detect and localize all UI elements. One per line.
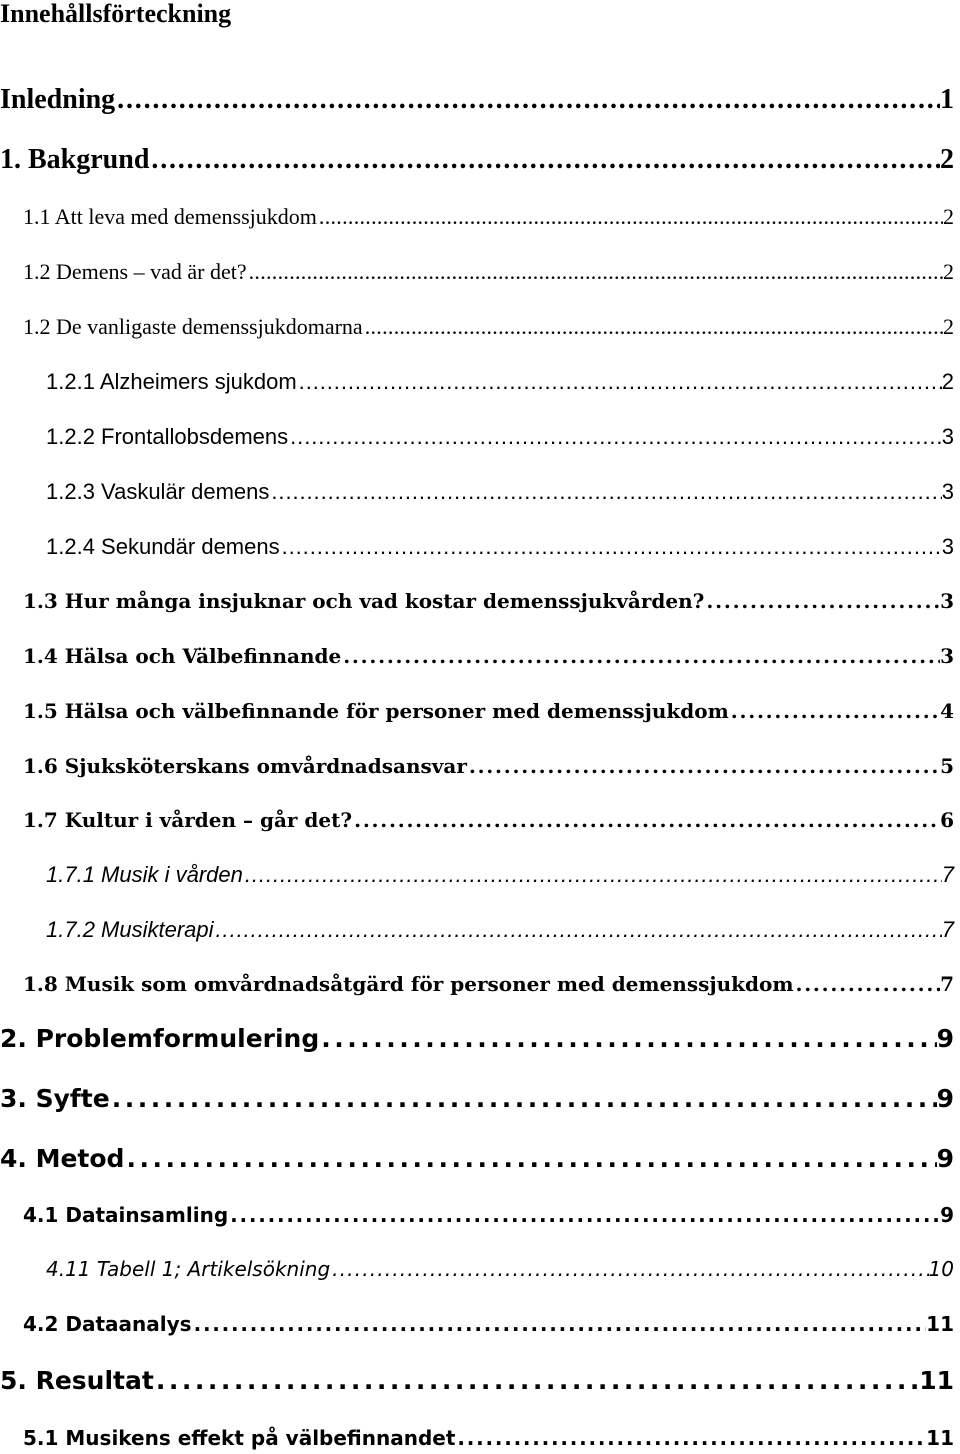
toc-entry-label: 1.2.4 Sekundär demens [46, 534, 280, 559]
dot-leader [793, 972, 940, 996]
dot-leader [243, 862, 942, 888]
toc-entry[interactable] [46, 862, 954, 888]
toc-entry-page: 2 [941, 369, 954, 394]
toc-entry-label: 4.1 Datainsamling [23, 1203, 229, 1227]
dot-leader [124, 1144, 936, 1173]
dot-leader [352, 808, 940, 832]
toc-entry-label: 1.2.3 Vaskulär demens [46, 479, 270, 504]
toc-entry-page: 3 [940, 589, 954, 613]
toc-entry-label: 1.7.2 Musikterapi [46, 917, 214, 942]
toc-entry[interactable] [23, 808, 954, 832]
toc-entry-label: 1.5 Hälsa och välbefinnande för personer med demenssjukdom [23, 699, 729, 723]
toc-entry-page: 2 [943, 204, 954, 229]
toc-entry-page: 2 [943, 259, 954, 284]
toc-entry-label: 1.2 De vanligaste demenssjukdomarna [23, 314, 363, 339]
toc-entry-page: 9 [936, 1024, 954, 1053]
dot-leader [729, 699, 940, 723]
toc-entry-page: 10 [928, 1257, 954, 1281]
toc-entry-page: 3 [941, 534, 954, 559]
dot-leader [154, 1366, 919, 1395]
toc-entry-page: 9 [936, 1144, 954, 1173]
toc-entry-label: 1.6 Sjuksköterskans omvårdnadsansvar [23, 754, 467, 778]
dot-leader [115, 84, 940, 116]
toc-entry[interactable] [23, 314, 954, 340]
toc-entry[interactable] [23, 259, 954, 285]
toc-entry[interactable] [0, 1366, 954, 1395]
toc-entry-page: 5 [940, 754, 954, 778]
toc-entry-page: 4 [940, 699, 954, 723]
toc-entry-label: 1.2.2 Frontallobsdemens [46, 424, 289, 449]
dot-leader [228, 1203, 940, 1227]
toc-entry[interactable] [23, 972, 954, 996]
toc-entry-label: 1.2 Demens – vad är det? [23, 259, 247, 284]
toc-entry-label: 4.11 Tabell 1; Artikelsökning [46, 1257, 331, 1281]
toc-entry[interactable] [46, 917, 954, 943]
toc-entry[interactable] [0, 144, 954, 176]
toc-entry-page: 9 [936, 1084, 954, 1113]
toc-entry[interactable] [23, 1203, 954, 1227]
toc-entry-page: 3 [940, 644, 954, 668]
toc-entry-page: 2 [940, 144, 954, 175]
dot-leader [330, 1257, 928, 1281]
toc-entry[interactable] [23, 699, 954, 723]
toc-entry-label: 1.2.1 Alzheimers sjukdom [46, 369, 297, 394]
toc-entry-page: 3 [941, 479, 954, 504]
toc-entry-label: 1.3 Hur många insjuknar och vad kostar demenssjukvården? [23, 589, 705, 613]
dot-leader [363, 314, 943, 340]
toc-entry-label: 4. Metod [0, 1144, 125, 1173]
toc-entry[interactable] [0, 1084, 954, 1113]
dot-leader [149, 144, 940, 176]
toc-entry-label: 5. Resultat [0, 1366, 154, 1395]
dot-leader [341, 644, 940, 668]
dot-leader [467, 754, 940, 778]
dot-leader [288, 424, 942, 450]
dot-leader [247, 259, 943, 285]
toc-entry[interactable] [23, 1426, 954, 1450]
toc-entry[interactable] [23, 204, 954, 230]
toc-entry-label: 2. Problemformulering [0, 1024, 320, 1053]
dot-leader [269, 479, 941, 505]
toc-entry-label: 1.8 Musik som omvårdnadsåtgärd för personer med demenssjukdom [23, 972, 794, 996]
dot-leader [704, 589, 940, 613]
toc-entry[interactable] [23, 1312, 954, 1336]
toc-entry-page: 11 [919, 1366, 954, 1395]
toc-entry-label: 1. Bakgrund [0, 144, 150, 175]
dot-leader [110, 1084, 937, 1113]
toc-entry-label: 1.7.1 Musik i vården [46, 862, 243, 887]
toc-entry[interactable] [46, 369, 954, 395]
toc-entry-page: 6 [940, 808, 954, 832]
dot-leader [214, 917, 942, 943]
dot-leader [317, 204, 943, 230]
toc-entry-label: 5.1 Musikens effekt på välbefinnandet [23, 1426, 456, 1450]
toc-entry-page: 1 [940, 84, 954, 115]
toc-entry[interactable] [46, 479, 954, 505]
toc-entry-page: 11 [926, 1312, 954, 1336]
toc-entry-label: 3. Syfte [0, 1084, 110, 1113]
toc-entry-label: 1.1 Att leva med demenssjukdom [23, 204, 317, 229]
toc-entry[interactable] [46, 1257, 954, 1281]
toc-entry-label: 4.2 Dataanalys [23, 1312, 192, 1336]
dot-leader [455, 1426, 926, 1450]
toc-entry-label: 1.7 Kultur i vården – går det? [23, 808, 353, 832]
dot-leader [192, 1312, 927, 1336]
toc-entry-page: 7 [941, 917, 954, 942]
toc-entry[interactable] [46, 424, 954, 450]
dot-leader [297, 369, 942, 395]
toc-entry[interactable] [23, 644, 954, 668]
toc-entry-page: 11 [926, 1426, 954, 1450]
toc-entry[interactable] [0, 1144, 954, 1173]
dot-leader [319, 1024, 936, 1053]
toc-entry-page: 2 [943, 314, 954, 339]
toc-entry-page: 7 [940, 972, 954, 996]
toc-entry-page: 3 [941, 424, 954, 449]
toc-entry[interactable] [46, 534, 954, 560]
toc-entry[interactable] [0, 1024, 954, 1053]
toc-entry-page: 9 [940, 1203, 954, 1227]
dot-leader [280, 534, 942, 560]
toc-entry[interactable] [0, 84, 954, 116]
toc-entry[interactable] [23, 589, 954, 613]
toc-entry-label: 1.4 Hälsa och Välbefinnande [23, 644, 342, 668]
toc-title: Innehållsförteckning [0, 0, 232, 28]
toc-entry-label: Inledning [0, 84, 116, 115]
toc-entry-page: 7 [941, 862, 954, 887]
toc-entry[interactable] [23, 754, 954, 778]
